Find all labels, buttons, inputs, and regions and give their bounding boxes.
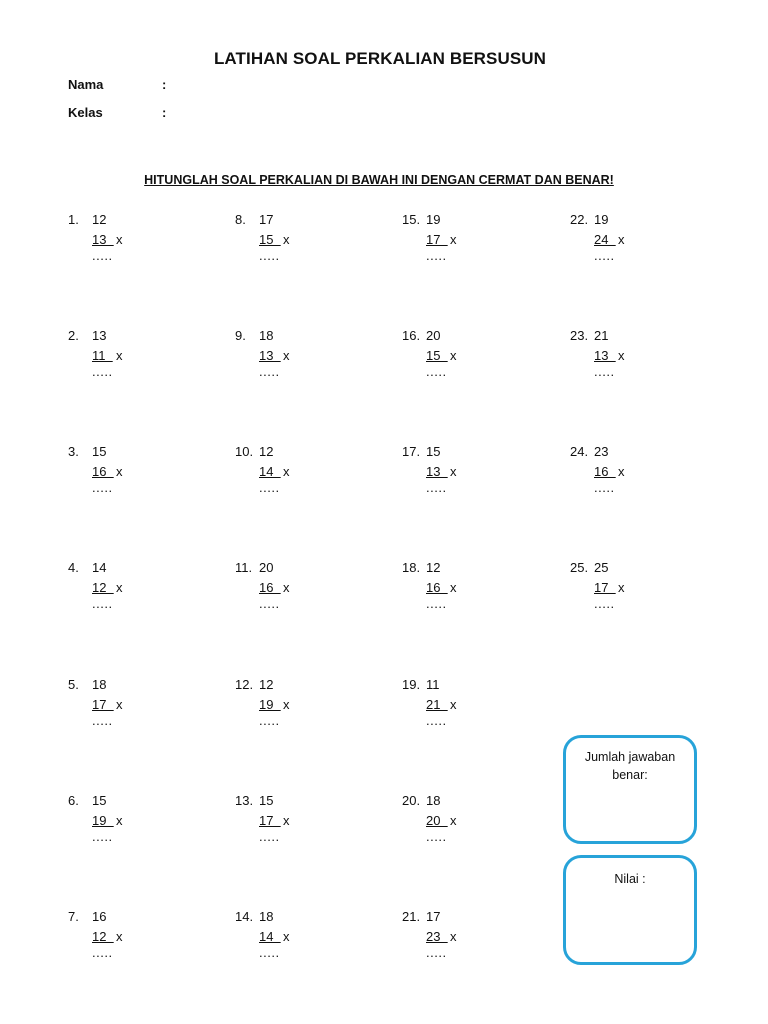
problem-number: 16. bbox=[402, 328, 421, 343]
multiplicand: 18 bbox=[259, 909, 274, 924]
answer-placeholder: ..... bbox=[259, 829, 280, 844]
problem-item bbox=[68, 328, 188, 388]
multiplicand: 18 bbox=[92, 677, 107, 692]
multiply-operator: x bbox=[450, 813, 457, 828]
name-field bbox=[68, 77, 167, 92]
problem-item bbox=[68, 444, 188, 504]
multiplier: 11 bbox=[92, 348, 113, 363]
answer-placeholder: ..... bbox=[594, 248, 615, 263]
answer-placeholder: ..... bbox=[92, 480, 113, 495]
multiplier: 15 bbox=[426, 348, 448, 363]
multiplicand: 15 bbox=[92, 793, 107, 808]
problem-number: 12. bbox=[235, 677, 254, 692]
multiply-operator: x bbox=[450, 348, 457, 363]
multiplier: 12 bbox=[92, 580, 114, 595]
multiplier: 15 bbox=[259, 232, 281, 247]
problem-item bbox=[570, 328, 690, 388]
problem-number: 24. bbox=[570, 444, 589, 459]
answer-placeholder: ..... bbox=[594, 596, 615, 611]
problem-item bbox=[68, 212, 188, 272]
multiplicand: 21 bbox=[594, 328, 609, 343]
multiply-operator: x bbox=[618, 232, 625, 247]
multiply-operator: x bbox=[450, 232, 457, 247]
problem-number: 14. bbox=[235, 909, 254, 924]
multiplicand: 17 bbox=[426, 909, 441, 924]
answer-placeholder: ..... bbox=[426, 596, 447, 611]
multiplicand: 14 bbox=[92, 560, 107, 575]
multiply-operator: x bbox=[116, 348, 123, 363]
grade-label: Nilai : bbox=[614, 872, 646, 886]
multiplier: 19 bbox=[259, 697, 281, 712]
multiplicand: 12 bbox=[259, 677, 274, 692]
problem-number: 15. bbox=[402, 212, 421, 227]
answer-placeholder: ..... bbox=[594, 480, 615, 495]
problem-item bbox=[402, 444, 522, 504]
problem-number: 3. bbox=[68, 444, 79, 459]
problem-number: 13. bbox=[235, 793, 254, 808]
name-colon: : bbox=[162, 77, 167, 92]
multiplier: 16 bbox=[426, 580, 448, 595]
answer-placeholder: ..... bbox=[92, 364, 113, 379]
multiplier: 17 bbox=[594, 580, 616, 595]
multiply-operator: x bbox=[450, 697, 457, 712]
problem-number: 18. bbox=[402, 560, 421, 575]
answer-placeholder: ..... bbox=[426, 364, 447, 379]
multiplicand: 20 bbox=[259, 560, 274, 575]
answer-placeholder: ..... bbox=[92, 248, 113, 263]
problem-item bbox=[235, 560, 355, 620]
class-label: Kelas bbox=[68, 105, 103, 120]
multiplier: 13 bbox=[426, 464, 448, 479]
problem-number: 8. bbox=[235, 212, 246, 227]
multiplier: 21 bbox=[426, 697, 448, 712]
answer-placeholder: ..... bbox=[426, 829, 447, 844]
multiply-operator: x bbox=[450, 580, 457, 595]
problem-item bbox=[68, 560, 188, 620]
answer-placeholder: ..... bbox=[594, 364, 615, 379]
problem-item bbox=[402, 212, 522, 272]
grade-box bbox=[563, 855, 697, 965]
multiplicand: 19 bbox=[594, 212, 609, 227]
multiplier: 24 bbox=[594, 232, 616, 247]
multiplicand: 19 bbox=[426, 212, 441, 227]
multiply-operator: x bbox=[450, 464, 457, 479]
problem-item bbox=[235, 909, 355, 969]
multiplier: 13 bbox=[92, 232, 114, 247]
multiply-operator: x bbox=[618, 580, 625, 595]
multiplier: 13 bbox=[259, 348, 281, 363]
multiplicand: 18 bbox=[426, 793, 441, 808]
multiplicand: 12 bbox=[92, 212, 107, 227]
answer-placeholder: ..... bbox=[259, 596, 280, 611]
answer-placeholder: ..... bbox=[426, 945, 447, 960]
answer-placeholder: ..... bbox=[92, 829, 113, 844]
multiplier: 12 bbox=[92, 929, 114, 944]
problem-item bbox=[570, 212, 690, 272]
multiply-operator: x bbox=[283, 813, 290, 828]
multiply-operator: x bbox=[116, 929, 123, 944]
multiplier: 16 bbox=[594, 464, 616, 479]
answer-placeholder: ..... bbox=[426, 480, 447, 495]
class-colon: : bbox=[162, 105, 167, 120]
multiplier: 16 bbox=[92, 464, 114, 479]
multiplicand: 15 bbox=[92, 444, 107, 459]
problem-number: 11. bbox=[235, 560, 253, 575]
multiplier: 17 bbox=[92, 697, 114, 712]
problem-number: 1. bbox=[68, 212, 79, 227]
multiplier: 14 bbox=[259, 929, 281, 944]
multiplicand: 20 bbox=[426, 328, 441, 343]
problem-item bbox=[570, 560, 690, 620]
multiplier: 20 bbox=[426, 813, 448, 828]
multiplicand: 15 bbox=[426, 444, 441, 459]
multiplicand: 25 bbox=[594, 560, 609, 575]
class-field bbox=[68, 105, 167, 120]
problem-item bbox=[402, 677, 522, 737]
problem-number: 10. bbox=[235, 444, 254, 459]
answer-placeholder: ..... bbox=[259, 364, 280, 379]
answer-placeholder: ..... bbox=[92, 945, 113, 960]
multiplicand: 15 bbox=[259, 793, 274, 808]
name-label: Nama bbox=[68, 77, 104, 92]
multiplicand: 17 bbox=[259, 212, 274, 227]
multiplicand: 16 bbox=[92, 909, 107, 924]
problem-item bbox=[235, 677, 355, 737]
problem-item bbox=[68, 909, 188, 969]
problem-number: 6. bbox=[68, 793, 79, 808]
multiply-operator: x bbox=[116, 464, 123, 479]
multiplicand: 23 bbox=[594, 444, 609, 459]
problem-number: 19. bbox=[402, 677, 421, 692]
problem-number: 7. bbox=[68, 909, 79, 924]
problem-number: 25. bbox=[570, 560, 589, 575]
problem-number: 17. bbox=[402, 444, 421, 459]
problem-number: 5. bbox=[68, 677, 79, 692]
problem-number: 2. bbox=[68, 328, 79, 343]
problem-item bbox=[235, 212, 355, 272]
answer-placeholder: ..... bbox=[92, 713, 113, 728]
multiply-operator: x bbox=[283, 929, 290, 944]
multiplier: 23 bbox=[426, 929, 448, 944]
multiplier: 16 bbox=[259, 580, 281, 595]
multiply-operator: x bbox=[116, 813, 123, 828]
multiplier: 19 bbox=[92, 813, 114, 828]
problem-item bbox=[68, 677, 188, 737]
page-title: LATIHAN SOAL PERKALIAN BERSUSUN bbox=[213, 49, 547, 68]
answer-placeholder: ..... bbox=[259, 945, 280, 960]
answer-placeholder: ..... bbox=[426, 248, 447, 263]
answer-placeholder: ..... bbox=[259, 248, 280, 263]
multiplier: 17 bbox=[259, 813, 281, 828]
problem-number: 23. bbox=[570, 328, 589, 343]
multiply-operator: x bbox=[283, 348, 290, 363]
instruction-text: HITUNGLAH SOAL PERKALIAN DI BAWAH INI DENGAN CERMAT DAN BENAR! bbox=[144, 173, 614, 187]
correct-answers-box bbox=[563, 735, 697, 844]
problem-item bbox=[68, 793, 188, 853]
multiplier: 13 bbox=[594, 348, 616, 363]
problem-number: 9. bbox=[235, 328, 246, 343]
problem-item bbox=[235, 793, 355, 853]
multiplicand: 13 bbox=[92, 328, 107, 343]
problem-item bbox=[402, 328, 522, 388]
multiplier: 14 bbox=[259, 464, 281, 479]
multiplicand: 12 bbox=[426, 560, 441, 575]
multiply-operator: x bbox=[116, 232, 123, 247]
problem-item bbox=[235, 444, 355, 504]
problem-item bbox=[570, 444, 690, 504]
problem-item bbox=[402, 793, 522, 853]
problem-number: 20. bbox=[402, 793, 421, 808]
multiply-operator: x bbox=[450, 929, 457, 944]
multiply-operator: x bbox=[283, 232, 290, 247]
multiply-operator: x bbox=[283, 697, 290, 712]
answer-placeholder: ..... bbox=[259, 713, 280, 728]
problem-item bbox=[402, 560, 522, 620]
answer-placeholder: ..... bbox=[259, 480, 280, 495]
answer-placeholder: ..... bbox=[426, 713, 447, 728]
multiplicand: 18 bbox=[259, 328, 274, 343]
multiply-operator: x bbox=[618, 464, 625, 479]
multiply-operator: x bbox=[116, 580, 123, 595]
correct-answers-label: Jumlah jawaban benar: bbox=[584, 750, 676, 782]
answer-placeholder: ..... bbox=[92, 596, 113, 611]
multiply-operator: x bbox=[283, 580, 290, 595]
multiply-operator: x bbox=[618, 348, 625, 363]
multiplier: 17 bbox=[426, 232, 448, 247]
problem-number: 22. bbox=[570, 212, 589, 227]
multiply-operator: x bbox=[116, 697, 123, 712]
problem-item bbox=[235, 328, 355, 388]
problem-number: 4. bbox=[68, 560, 79, 575]
problem-number: 21. bbox=[402, 909, 421, 924]
problem-item bbox=[402, 909, 522, 969]
multiplicand: 12 bbox=[259, 444, 274, 459]
multiplicand: 11 bbox=[426, 677, 440, 692]
multiply-operator: x bbox=[283, 464, 290, 479]
